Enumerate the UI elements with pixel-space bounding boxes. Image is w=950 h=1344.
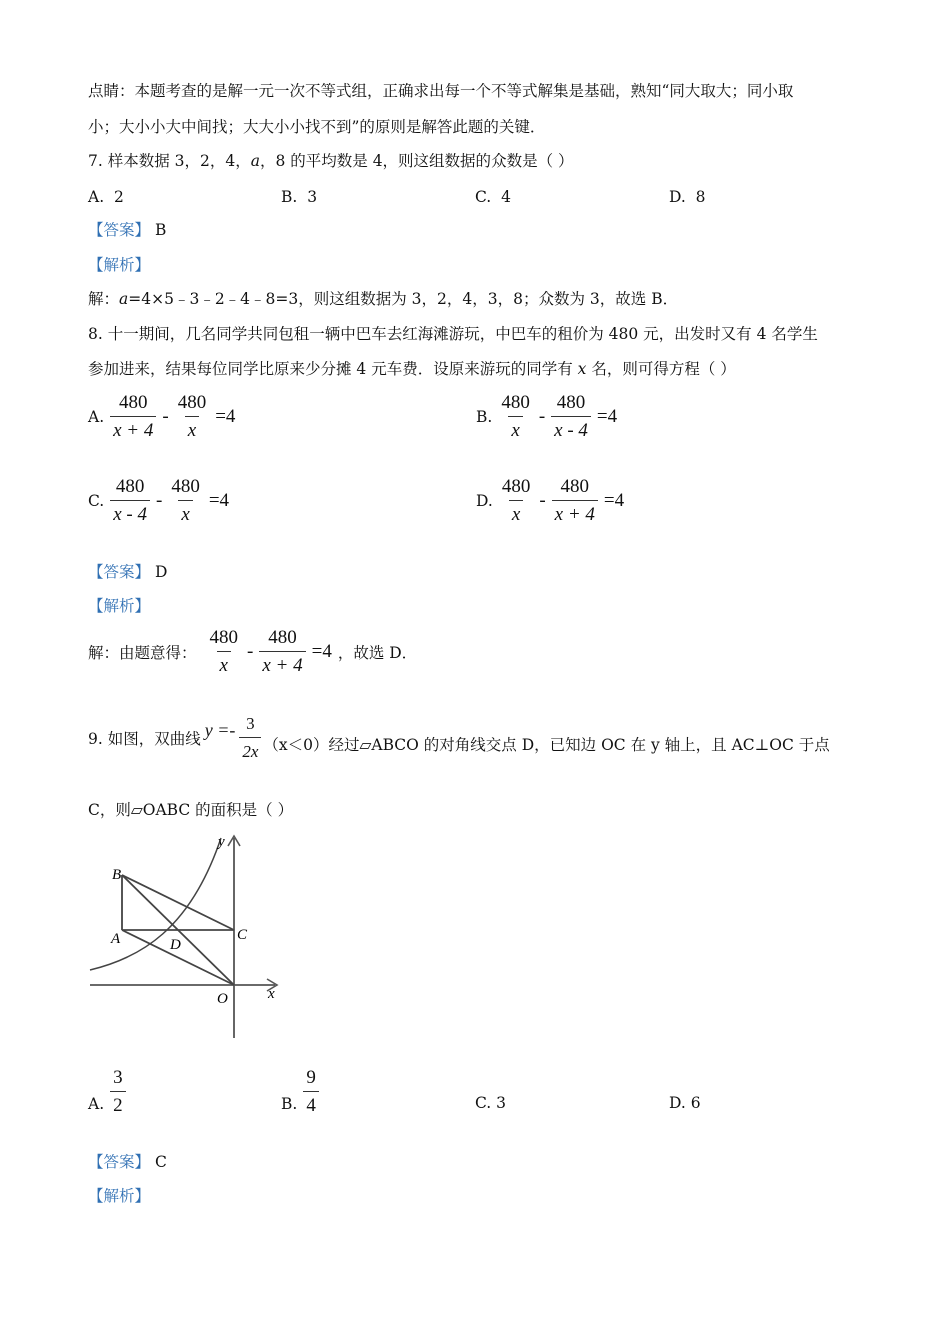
q9-analysis-tag: 【解析】: [88, 1187, 151, 1205]
q7-option-b: B. 3: [281, 188, 318, 206]
q8-analysis-tag: 【解析】: [88, 597, 151, 615]
q9-option-d: D. 6: [669, 1094, 701, 1112]
q8-option-c: C. $\frac{480}{x - 4}$ - $\frac{480}{x}$ =4: [88, 476, 230, 525]
label-o: O: [217, 991, 228, 1007]
label-x: x: [268, 986, 275, 1002]
q7-stem: 7. 样本数据 3，2，4，a，8 的平均数是 4，则这组数据的众数是（ ）: [88, 152, 574, 170]
q8-option-a: A. $\frac{480}{x + 4}$ - $\frac{480}{x}$ =4: [88, 392, 236, 441]
q8-option-b: B. $\frac{480}{x}$ - $\frac{480}{x - 4}$ =4: [476, 392, 618, 441]
q9-option-c: C. 3: [475, 1094, 507, 1112]
q9-figure: [85, 828, 290, 1043]
q9-stem-line-1: 9. 如图，双曲线 y =- $\frac{3}{2x}$ （x＜0）经过▱ABCO 的对角线交点 D，已知边 OC 在 y 轴上，且 AC⊥OC 于点: [88, 712, 830, 764]
q8-answer: 【答案】 D: [88, 563, 168, 581]
label-y: y: [218, 834, 225, 850]
q7-option-d: D. 8: [669, 188, 706, 206]
label-b: B: [112, 867, 122, 883]
hyperbola-curve: [90, 838, 221, 970]
q8-solution: 解：由题意得： $\frac{480}{x}$ - $\frac{480}{x + 4}$ =4 ，故选 D．: [88, 627, 418, 676]
note-line-2: 小；大小小大中间找；大大小小找不到”的原则是解答此题的关键．: [88, 118, 546, 136]
note-line-1: 点睛：本题考查的是解一元一次不等式组，正确求出每一个不等式解集是基础，熟知“同大取大；同小取: [88, 82, 794, 100]
label-d: D: [170, 937, 181, 953]
q9-answer: 【答案】 C: [88, 1153, 167, 1171]
q7-solution: 解：a=4×5﹣3﹣2﹣4﹣8=3，则这组数据为 3，2，4，3，8；众数为 3，故选 B．: [88, 290, 679, 308]
q7-analysis-tag: 【解析】: [88, 256, 151, 274]
q8-stem-line-2: 参加进来，结果每位同学比原来少分摊 4 元车费．设原来游玩的同学有 x 名，则可得方程（ ）: [88, 360, 736, 378]
q9-option-a: A. $\frac{3}{2}$: [88, 1066, 128, 1118]
q7-answer: 【答案】 B: [88, 221, 167, 239]
q8-option-d: D. $\frac{480}{x}$ - $\frac{480}{x + 4}$ =4: [476, 476, 625, 525]
q9-option-b: B. $\frac{9}{4}$: [281, 1066, 321, 1118]
q9-stem-line-2: C，则▱OABC 的面积是（ ）: [88, 801, 294, 819]
q8-stem-line-1: 8. 十一期间，几名同学共同包租一辆中巴车去红海滩游玩，中巴车的租价为 480 元，出发时又有 4 名学生: [88, 325, 818, 343]
label-a: A: [111, 931, 121, 947]
q7-option-c: C. 4: [475, 188, 511, 206]
label-c: C: [237, 927, 248, 943]
q7-option-a: A. 2: [88, 188, 124, 206]
